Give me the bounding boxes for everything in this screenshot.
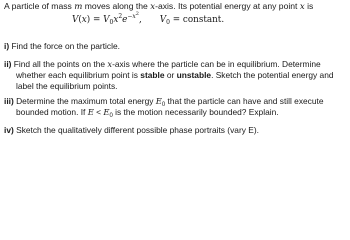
unstable-term: unstable (176, 70, 212, 80)
problem-intro (4, 1, 313, 13)
question-ii: ii) Find all the points on the x-axis where the particle can be in equilibrium. Determine whether each equilibrium point is stable or unstable. Sketch the potential energy and label the equilibrium points. (4, 59, 334, 91)
intro-text-3: -axis. Its potential energy at any point (155, 1, 300, 11)
stable-term: stable (140, 70, 165, 80)
question-i (4, 41, 120, 52)
question-i-text: Find the force on the particle. (11, 41, 120, 51)
potential-energy-formula: $V(x) = V_0x^2e^{-x^2}$, $V_0$ = constant. (72, 11, 225, 26)
question-ii-label: ii) (4, 59, 12, 69)
formula-lhs: V (72, 15, 79, 25)
intro-text-1: A particle of mass (4, 1, 75, 11)
constant-note: V (159, 15, 167, 25)
mass-symbol: m (74, 2, 83, 12)
question-iv-label: iv) (4, 125, 14, 135)
x-axis-symbol: x (150, 2, 156, 12)
intro-text-2: moves along the (82, 1, 151, 11)
point-symbol: x (299, 2, 305, 12)
intro-text-4: is (304, 1, 314, 11)
question-iv-text: Sketch the qualitatively different possible phase portraits (vary E). (16, 125, 259, 135)
question-iii-label: iii) (4, 96, 14, 106)
question-iii: iii) Determine the maximum total energy $E_0$ that the particle can have and still execute bounded motion. If $E < E_0$ is the motion necessarily bounded? Explain. (4, 96, 324, 119)
question-iv (4, 125, 259, 136)
question-i-label: i) (4, 41, 10, 51)
